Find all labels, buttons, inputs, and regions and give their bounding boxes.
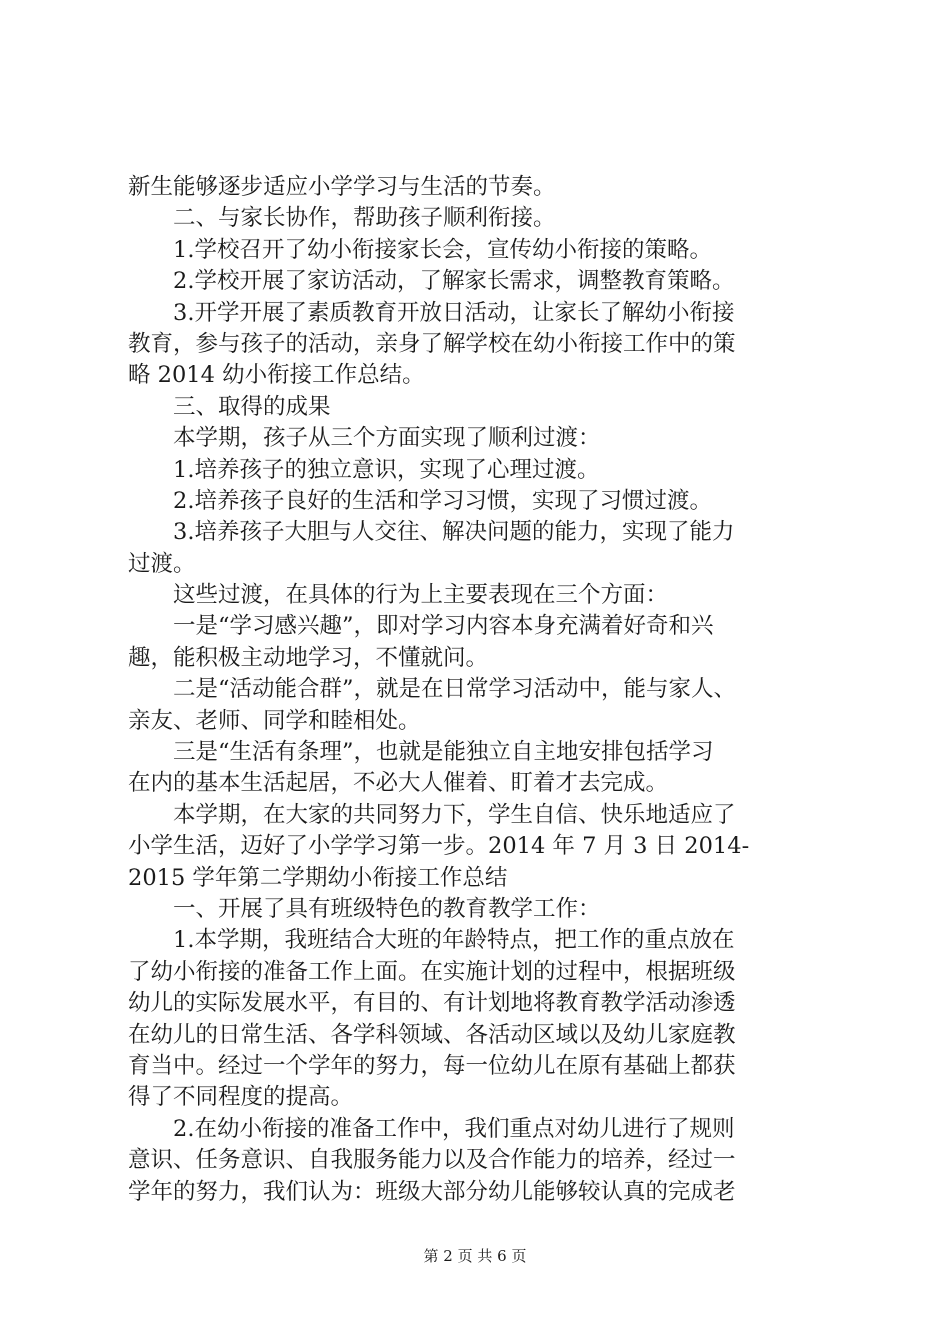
text-line: 2.培养孩子良好的生活和学习习惯，实现了习惯过渡。 — [128, 487, 712, 514]
text-line: 1.学校召开了幼小衔接家长会，宣传幼小衔接的策略。 — [128, 236, 712, 263]
text-line: 1.本学期，我班结合大班的年龄特点，把工作的重点放在 — [128, 927, 735, 954]
page-footer: 第 2 页 共 6 页 — [423, 1247, 527, 1265]
text-line: 三、取得的成果 — [128, 393, 331, 420]
text-line: 略 2014 幼小衔接工作总结。 — [128, 362, 425, 389]
text-line: 3.开学开展了素质教育开放日活动，让家长了解幼小衔接 — [128, 299, 735, 326]
text-line: 小学生活，迈好了小学学习第一步。2014 年 7 月 3 日 2014- — [128, 833, 750, 860]
text-line: 意识、任务意识、自我服务能力以及合作能力的培养，经过一 — [128, 1147, 736, 1174]
text-line: 幼儿的实际发展水平，有目的、有计划地将教育教学活动渗透 — [128, 990, 736, 1017]
text-line: 过渡。 — [128, 550, 196, 577]
text-line: 得了不同程度的提高。 — [128, 1084, 354, 1111]
text-line: 育当中。经过一个学年的努力，每一位幼儿在原有基础上都获 — [128, 1052, 736, 1079]
text-line: 一、开展了具有班级特色的教育教学工作： — [128, 895, 601, 922]
text-line: 这些过渡，在具体的行为上主要表现在三个方面： — [128, 582, 669, 609]
text-line: 2.在幼小衔接的准备工作中，我们重点对幼儿进行了规则 — [128, 1115, 735, 1142]
text-line: 2.学校开展了家访活动，了解家长需求，调整教育策略。 — [128, 268, 735, 295]
text-line: 教育，参与孩子的活动，亲身了解学校在幼小衔接工作中的策 — [128, 330, 736, 357]
text-line: 在内的基本生活起居，不必大人催着、盯着才去完成。 — [128, 770, 669, 797]
text-line: 在幼儿的日常生活、各学科领域、各活动区域以及幼儿家庭教 — [128, 1021, 736, 1048]
text-line: 2015 学年第二学期幼小衔接工作总结 — [128, 864, 508, 891]
text-line: 本学期，在大家的共同努力下，学生自信、快乐地适应了 — [128, 801, 736, 828]
text-line: 了幼小衔接的准备工作上面。在实施计划的过程中，根据班级 — [128, 958, 736, 985]
text-line: 趣，能积极主动地学习，不懂就问。 — [128, 644, 489, 671]
text-line: 新生能够逐步适应小学学习与生活的节奏。 — [128, 174, 556, 200]
document-body — [128, 172, 833, 1208]
text-line: 1.培养孩子的独立意识，实现了心理过渡。 — [128, 456, 600, 483]
text-line: 学年的努力，我们认为：班级大部分幼儿能够较认真的完成老 — [128, 1178, 736, 1205]
text-line: 亲友、老师、同学和睦相处。 — [128, 707, 421, 734]
text-line: 三是“生活有条理”，也就是能独立自主地安排包括学习 — [128, 739, 714, 766]
text-line: 二、与家长协作，帮助孩子顺利衔接。 — [128, 205, 556, 232]
text-line: 一是“学习感兴趣”，即对学习内容本身充满着好奇和兴 — [128, 613, 714, 640]
text-line: 3.培养孩子大胆与人交往、解决问题的能力，实现了能力 — [128, 519, 735, 546]
text-line: 二是“活动能合群”，就是在日常学习活动中，能与家人、 — [128, 676, 737, 703]
text-line: 本学期，孩子从三个方面实现了顺利过渡： — [128, 425, 601, 452]
